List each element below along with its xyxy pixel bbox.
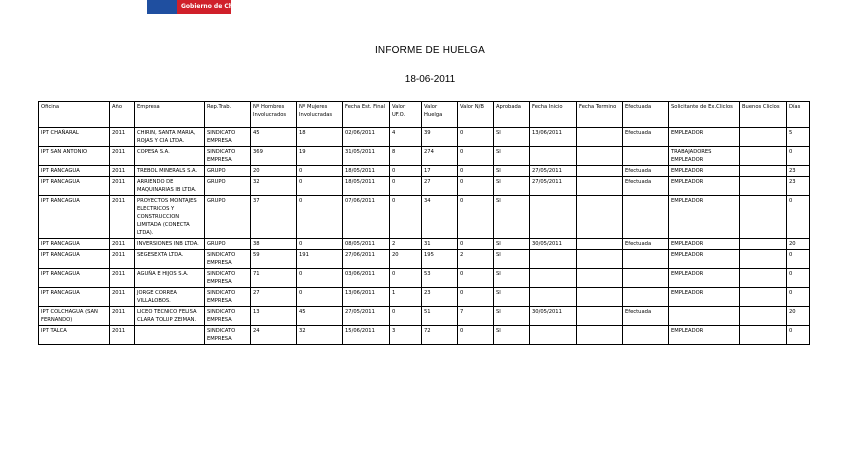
table-cell [530,147,577,166]
table-cell: Efectuada [623,239,669,250]
table-cell: CHIRIN, SANTA MARIA, ROJAS Y CIA LTDA. [135,128,205,147]
table-cell: Efectuada [623,166,669,177]
table-cell: ARRIENDO DE MAQUINARIAS IB LTDA. [135,177,205,196]
table-cell: EMPLEADOR [669,166,740,177]
table-cell [623,196,669,239]
table-cell: 2 [458,250,494,269]
table-cell: 195 [422,250,458,269]
table-cell: 5 [787,128,810,147]
table-cell: JORGE CORREA VILLALOBOS. [135,288,205,307]
table-cell: EMPLEADOR [669,128,740,147]
table-cell: 274 [422,147,458,166]
table-cell: EMPLEADOR [669,269,740,288]
table-cell: SEGESEXTA LTDA. [135,250,205,269]
table-cell: IPT RANCAGUA [39,166,110,177]
table-cell: 0 [390,177,422,196]
column-header: Días [787,102,810,128]
table-cell [577,147,623,166]
column-header: Fecha Est. Final [343,102,390,128]
table-cell: 8 [390,147,422,166]
table-cell: SINDICATO EMPRESA [205,326,251,345]
table-cell: GRUPO [205,196,251,239]
column-header: Nº Hombres Involucrados [251,102,297,128]
table-cell [740,196,787,239]
column-header: Valor Huelga [422,102,458,128]
strike-report-table [38,101,810,345]
table-cell: 02/06/2011 [343,128,390,147]
table-cell [740,239,787,250]
table-cell: 3 [390,326,422,345]
table-cell: IPT RANCAGUA [39,239,110,250]
table-cell [740,288,787,307]
table-cell: 7 [458,307,494,326]
table-cell: EMPLEADOR [669,288,740,307]
table-cell: 2011 [110,166,135,177]
table-cell: 0 [787,269,810,288]
logo [147,0,242,14]
table-cell: GRUPO [205,166,251,177]
table-cell [577,177,623,196]
table-cell: 23 [787,166,810,177]
table-cell: 71 [251,269,297,288]
table-cell: 27 [251,288,297,307]
table-row [39,239,810,250]
table-cell: 27/05/2011 [530,177,577,196]
table-cell: 45 [297,307,343,326]
table-cell [740,147,787,166]
table-cell: SI [494,307,530,326]
table-cell [577,239,623,250]
column-header: Fecha Termino [577,102,623,128]
table-cell: 0 [458,239,494,250]
table-cell: 0 [458,269,494,288]
table-cell: 30/05/2011 [530,307,577,326]
table-cell: 0 [297,196,343,239]
table-cell [740,269,787,288]
table-cell: EMPLEADOR [669,250,740,269]
table-cell [740,250,787,269]
table-cell: SI [494,326,530,345]
table-cell: EMPLEADOR [669,239,740,250]
table-cell: 31 [422,239,458,250]
table-cell: 13 [251,307,297,326]
table-cell: 18/05/2011 [343,177,390,196]
table-cell: 2011 [110,177,135,196]
table-cell: 2011 [110,269,135,288]
table-cell: PROYECTOS MONTAJES ELECTRICOS Y CONSTRUCCION LIMITADA (CONECTA LTDA). [135,196,205,239]
table-cell: 2011 [110,288,135,307]
table-cell [740,166,787,177]
header-row [39,102,810,128]
table-cell: 03/06/2011 [343,269,390,288]
table-cell [669,307,740,326]
table-cell: IPT RANCAGUA [39,269,110,288]
table-cell: 0 [458,196,494,239]
table-cell: 0 [458,166,494,177]
table-cell: SINDICATO EMPRESA [205,147,251,166]
column-header: Valor UF.O. [390,102,422,128]
table-cell: 20 [390,250,422,269]
table-cell: COPESA S.A. [135,147,205,166]
table-cell: 0 [297,177,343,196]
table-cell: IPT CHAÑARAL [39,128,110,147]
table-cell: GRUPO [205,239,251,250]
logo-text: Gobierno de Chile [181,3,242,10]
table-cell [530,326,577,345]
table-cell: 19 [297,147,343,166]
table-cell: 2011 [110,326,135,345]
table-row [39,250,810,269]
report-date: 18-06-2011 [404,74,456,85]
table-cell: 59 [251,250,297,269]
table-cell: 0 [787,326,810,345]
report-title: INFORME DE HUELGA [374,45,486,56]
column-header: Buenos Cliclos [740,102,787,128]
table-cell: 0 [458,288,494,307]
table-cell: SI [494,177,530,196]
table-cell: 0 [787,288,810,307]
table-cell: SI [494,147,530,166]
table-cell: 20 [251,166,297,177]
table-cell [577,307,623,326]
table-cell: 0 [390,269,422,288]
table-cell: 0 [787,196,810,239]
table-cell: GRUPO [205,177,251,196]
table-row [39,307,810,326]
table-cell: 2 [390,239,422,250]
table-cell: 34 [422,196,458,239]
table-cell [623,288,669,307]
table-cell: 0 [458,128,494,147]
table-cell: 23 [787,177,810,196]
table-cell: 2011 [110,250,135,269]
table-cell: LICEO TECNICO FELISA CLARA TOLUP ZEIMAN. [135,307,205,326]
table-row [39,177,810,196]
table-row [39,128,810,147]
table-cell: 2011 [110,196,135,239]
table-cell: 369 [251,147,297,166]
table-cell [623,326,669,345]
column-header: Rep.Trab. [205,102,251,128]
table-cell: 0 [787,147,810,166]
column-header: Oficina [39,102,110,128]
table-cell: SI [494,269,530,288]
table-cell: 32 [251,177,297,196]
table-cell [577,128,623,147]
table-cell [577,250,623,269]
table-cell: Efectuada [623,307,669,326]
table-cell [577,326,623,345]
table-cell [740,326,787,345]
table-cell: EMPLEADOR [669,326,740,345]
table-cell: 0 [297,288,343,307]
table-cell: 20 [787,239,810,250]
table-cell [623,147,669,166]
table-cell: Efectuada [623,177,669,196]
column-header: Solicitante de Ex.Cliclos [669,102,740,128]
table-cell: 45 [251,128,297,147]
table-cell: 0 [297,239,343,250]
table-cell: SI [494,288,530,307]
column-header: Fecha Inicio [530,102,577,128]
table-cell: 0 [297,269,343,288]
table-cell: SI [494,239,530,250]
table-cell: IPT RANCAGUA [39,177,110,196]
table-cell [740,307,787,326]
table-cell: 0 [390,166,422,177]
table-cell: 20 [787,307,810,326]
table-row [39,147,810,166]
table-cell: EMPLEADOR [669,196,740,239]
table-cell [135,326,205,345]
table-cell [577,288,623,307]
table-cell: SI [494,250,530,269]
table-cell: 39 [422,128,458,147]
table-cell: SINDICATO EMPRESA [205,269,251,288]
table-cell [577,196,623,239]
table-cell: 0 [787,250,810,269]
table-cell: 72 [422,326,458,345]
table-cell: IPT SAN ANTONIO [39,147,110,166]
table-cell: EMPLEADOR [669,177,740,196]
table-cell: INVERSIONES INB LTDA. [135,239,205,250]
table-cell: 13/06/2011 [530,128,577,147]
table-row [39,288,810,307]
table-cell: SINDICATO EMPRESA [205,288,251,307]
table-cell: 0 [458,147,494,166]
table-cell: 27/06/2011 [343,250,390,269]
table-cell: 0 [297,166,343,177]
table-cell: 27 [422,177,458,196]
table-cell: 4 [390,128,422,147]
table-cell: 07/06/2011 [343,196,390,239]
table-cell [577,166,623,177]
table-cell: 0 [458,177,494,196]
table-cell: 37 [251,196,297,239]
table-cell: 32 [297,326,343,345]
table-cell [530,269,577,288]
table-cell: 0 [390,196,422,239]
table-cell: 53 [422,269,458,288]
column-header: Nº Mujeres Involucradas [297,102,343,128]
table-cell [530,288,577,307]
column-header: Efectuada [623,102,669,128]
table-cell: 2011 [110,307,135,326]
table-cell [530,250,577,269]
table-cell: SI [494,166,530,177]
table-cell: IPT TALCA [39,326,110,345]
table-cell [740,128,787,147]
table-cell: 27/05/2011 [530,166,577,177]
table-cell: 08/05/2011 [343,239,390,250]
table-cell: 191 [297,250,343,269]
table-cell: Efectuada [623,128,669,147]
table-cell: SI [494,196,530,239]
table-cell: 18/05/2011 [343,166,390,177]
column-header: Año [110,102,135,128]
table-cell: SINDICATO EMPRESA [205,307,251,326]
table-cell: 38 [251,239,297,250]
table-cell: 18 [297,128,343,147]
table-cell: 30/05/2011 [530,239,577,250]
table-cell: 0 [458,326,494,345]
table-cell: 24 [251,326,297,345]
table-cell [740,177,787,196]
table-cell: 15/06/2011 [343,326,390,345]
table-cell [530,196,577,239]
table-cell: 23 [422,288,458,307]
table-cell: 2011 [110,128,135,147]
table-cell: 17 [422,166,458,177]
table-cell [623,269,669,288]
column-header: Empresa [135,102,205,128]
table-cell: AGUÑA E HIJOS S.A. [135,269,205,288]
table-cell [577,269,623,288]
table-cell: 1 [390,288,422,307]
table-cell: IPT RANCAGUA [39,250,110,269]
table-cell: SINDICATO EMPRESA [205,250,251,269]
table-row [39,166,810,177]
table-cell: 2011 [110,239,135,250]
table-cell: IPT COLCHAGUA (SAN FERNANDO) [39,307,110,326]
column-header: Valor N/B [458,102,494,128]
table-row [39,326,810,345]
table-cell: 13/06/2011 [343,288,390,307]
table-cell: SINDICATO EMPRESA [205,128,251,147]
table-cell: 51 [422,307,458,326]
table-cell: 2011 [110,147,135,166]
table-row [39,269,810,288]
table-cell: TRABAJADORES EMPLEADOR [669,147,740,166]
table-cell: SI [494,128,530,147]
table-cell: TREBOL MINERALS S.A. [135,166,205,177]
table-cell [623,250,669,269]
table-cell: 31/05/2011 [343,147,390,166]
column-header: Aprobada [494,102,530,128]
table-cell: 27/05/2011 [343,307,390,326]
logo-blue-block [147,0,177,14]
table-cell: IPT RANCAGUA [39,196,110,239]
table-row [39,196,810,239]
table-cell: 0 [390,307,422,326]
table-cell: IPT RANCAGUA [39,288,110,307]
